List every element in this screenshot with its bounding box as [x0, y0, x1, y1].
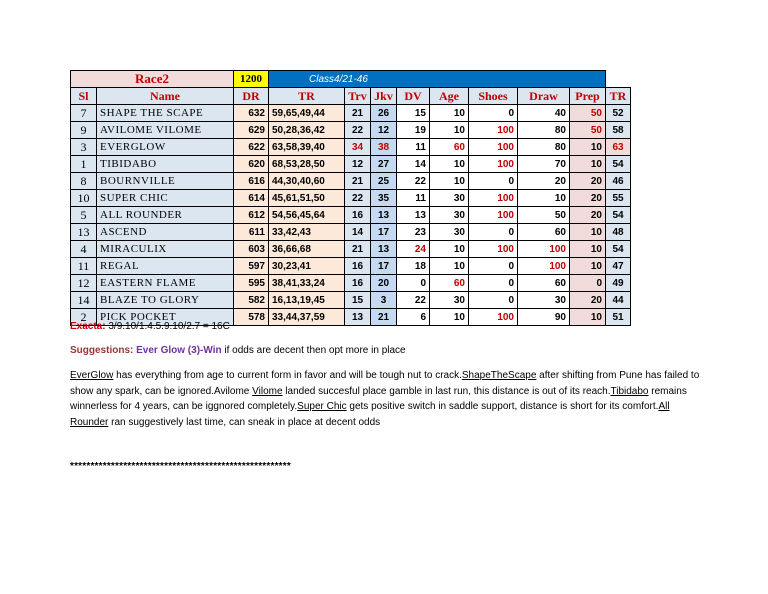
analysis-text: ran suggestively last time, can sneak in place at decent odds: [108, 416, 381, 428]
cell-sl: 7: [71, 105, 97, 122]
cell-prep: 50: [570, 122, 606, 139]
cell-sl: 12: [71, 275, 97, 292]
cell-sl: 5: [71, 207, 97, 224]
suggestions-label: Suggestions:: [70, 345, 134, 356]
cell-tr: 16,13,19,45: [269, 292, 345, 309]
cell-dv: 22: [397, 173, 430, 190]
table-row: [71, 190, 631, 207]
cell-prep: 10: [570, 139, 606, 156]
col-name: Name: [97, 88, 234, 105]
cell-jkv: 13: [371, 207, 397, 224]
cell-dr: 612: [234, 207, 269, 224]
table-row: [71, 275, 631, 292]
distance-cell: 1200: [234, 71, 269, 88]
cell-draw: 100: [518, 258, 570, 275]
class-cell: Class4/21-46: [269, 71, 606, 88]
cell-draw: 60: [518, 224, 570, 241]
horse-ref: All Rounder: [70, 401, 670, 428]
cell-tr: 44,30,40,60: [269, 173, 345, 190]
cell-dv: 14: [397, 156, 430, 173]
cell-shoes: 100: [469, 309, 518, 326]
cell-shoes: 100: [469, 139, 518, 156]
separator-line: ******************************************************: [70, 461, 291, 472]
cell-sl: 2: [71, 309, 97, 326]
cell-draw: 10: [518, 190, 570, 207]
cell-shoes: 0: [469, 105, 518, 122]
table-row: [71, 122, 631, 139]
cell-sl: 10: [71, 190, 97, 207]
cell-dv: 6: [397, 309, 430, 326]
cell-sl: 11: [71, 258, 97, 275]
cell-trf: 54: [606, 207, 631, 224]
cell-trv: 16: [345, 207, 371, 224]
col-prep: Prep: [570, 88, 606, 105]
cell-shoes: 100: [469, 122, 518, 139]
cell-tr: 36,66,68: [269, 241, 345, 258]
cell-name: ASCEND: [97, 224, 234, 241]
cell-jkv: 17: [371, 224, 397, 241]
cell-age: 10: [430, 173, 469, 190]
cell-shoes: 100: [469, 156, 518, 173]
cell-tr: 45,61,51,50: [269, 190, 345, 207]
analysis-paragraph: [70, 368, 710, 430]
cell-age: 60: [430, 275, 469, 292]
cell-age: 10: [430, 122, 469, 139]
analysis-text: after shifting from Pune has failed to show any spark, can be ignored.Avilome: [70, 370, 700, 397]
cell-draw: 80: [518, 122, 570, 139]
cell-tr: 33,42,43: [269, 224, 345, 241]
horse-ref: EverGlow: [70, 370, 114, 381]
cell-dr: 614: [234, 190, 269, 207]
cell-dr: 622: [234, 139, 269, 156]
cell-dr: 611: [234, 224, 269, 241]
cell-shoes: 0: [469, 258, 518, 275]
cell-age: 10: [430, 241, 469, 258]
cell-dv: 23: [397, 224, 430, 241]
cell-sl: 3: [71, 139, 97, 156]
cell-dr: 597: [234, 258, 269, 275]
cell-dv: 0: [397, 275, 430, 292]
cell-trv: 16: [345, 258, 371, 275]
cell-trv: 34: [345, 139, 371, 156]
cell-jkv: 3: [371, 292, 397, 309]
cell-jkv: 27: [371, 156, 397, 173]
col-tr-final: TR: [606, 88, 631, 105]
suggestion-pick: Ever Glow (3)-Win: [136, 345, 222, 356]
cell-age: 30: [430, 292, 469, 309]
cell-jkv: 38: [371, 139, 397, 156]
cell-prep: 10: [570, 241, 606, 258]
col-age: Age: [430, 88, 469, 105]
cell-trf: 48: [606, 224, 631, 241]
cell-dv: 18: [397, 258, 430, 275]
cell-shoes: 100: [469, 241, 518, 258]
cell-shoes: 0: [469, 173, 518, 190]
table-row: [71, 258, 631, 275]
cell-dr: 582: [234, 292, 269, 309]
cell-name: AVILOME VILOME: [97, 122, 234, 139]
cell-name: BLAZE TO GLORY: [97, 292, 234, 309]
cell-trv: 21: [345, 241, 371, 258]
cell-shoes: 0: [469, 224, 518, 241]
header-row: [71, 88, 631, 105]
cell-tr: 63,58,39,40: [269, 139, 345, 156]
analysis-text: landed succesful place gamble in last run, this distance is out of its reach.: [282, 385, 611, 397]
cell-name: EASTERN FLAME: [97, 275, 234, 292]
cell-shoes: 0: [469, 292, 518, 309]
cell-sl: 8: [71, 173, 97, 190]
cell-trv: 14: [345, 224, 371, 241]
col-sl: Sl: [71, 88, 97, 105]
cell-age: 10: [430, 258, 469, 275]
cell-name: ALL ROUNDER: [97, 207, 234, 224]
cell-name: EVERGLOW: [97, 139, 234, 156]
cell-jkv: 21: [371, 309, 397, 326]
cell-trv: 22: [345, 190, 371, 207]
cell-jkv: 17: [371, 258, 397, 275]
cell-sl: 13: [71, 224, 97, 241]
cell-sl: 4: [71, 241, 97, 258]
cell-dr: 603: [234, 241, 269, 258]
cell-trf: 54: [606, 241, 631, 258]
cell-trf: 52: [606, 105, 631, 122]
cell-trv: 21: [345, 105, 371, 122]
cell-prep: 20: [570, 173, 606, 190]
cell-age: 10: [430, 309, 469, 326]
cell-prep: 10: [570, 224, 606, 241]
horse-ref: Vilome: [252, 385, 283, 397]
cell-trf: 47: [606, 258, 631, 275]
cell-jkv: 25: [371, 173, 397, 190]
cell-draw: 20: [518, 173, 570, 190]
cell-trv: 15: [345, 292, 371, 309]
cell-draw: 40: [518, 105, 570, 122]
cell-sl: 1: [71, 156, 97, 173]
cell-trv: 12: [345, 156, 371, 173]
horse-ref: Tibidabo: [610, 385, 649, 397]
cell-age: 10: [430, 156, 469, 173]
cell-name: TIBIDABO: [97, 156, 234, 173]
analysis-text: remains winnerless for 4 years, can be iggnored completely.: [70, 385, 687, 412]
cell-jkv: 20: [371, 275, 397, 292]
cell-trv: 13: [345, 309, 371, 326]
cell-jkv: 26: [371, 105, 397, 122]
cell-name: PICK POCKET: [97, 309, 234, 326]
table-row: [71, 173, 631, 190]
cell-name: REGAL: [97, 258, 234, 275]
cell-draw: 70: [518, 156, 570, 173]
cell-draw: 30: [518, 292, 570, 309]
cell-dv: 24: [397, 241, 430, 258]
cell-trv: 22: [345, 122, 371, 139]
cell-shoes: 100: [469, 190, 518, 207]
cell-trv: 21: [345, 173, 371, 190]
cell-prep: 20: [570, 292, 606, 309]
cell-trf: 46: [606, 173, 631, 190]
cell-tr: 38,41,33,24: [269, 275, 345, 292]
cell-trv: 16: [345, 275, 371, 292]
cell-dv: 13: [397, 207, 430, 224]
race-title: Race2: [71, 71, 234, 88]
cell-jkv: 35: [371, 190, 397, 207]
cell-tr: 59,65,49,44: [269, 105, 345, 122]
cell-trf: 55: [606, 190, 631, 207]
col-shoes: Shoes: [469, 88, 518, 105]
horse-ref: ShapeTheScape: [461, 370, 537, 381]
cell-tr: 30,23,41: [269, 258, 345, 275]
cell-trf: 58: [606, 122, 631, 139]
cell-draw: 60: [518, 275, 570, 292]
col-dv: DV: [397, 88, 430, 105]
col-tr: TR: [269, 88, 345, 105]
cell-trf: 44: [606, 292, 631, 309]
table-row: [71, 241, 631, 258]
cell-age: 30: [430, 207, 469, 224]
cell-name: MIRACULIX: [97, 241, 234, 258]
cell-draw: 90: [518, 309, 570, 326]
cell-dv: 11: [397, 190, 430, 207]
race-table: [70, 70, 631, 326]
cell-draw: 80: [518, 139, 570, 156]
blank-cell: [606, 71, 631, 88]
cell-dv: 19: [397, 122, 430, 139]
title-row: [71, 71, 631, 88]
cell-dv: 11: [397, 139, 430, 156]
cell-tr: 33,44,37,59: [269, 309, 345, 326]
exacta-label: Exacta:: [70, 321, 106, 332]
cell-trf: 51: [606, 309, 631, 326]
suggestions-line: [70, 345, 406, 356]
cell-age: 30: [430, 190, 469, 207]
cell-prep: 20: [570, 207, 606, 224]
cell-sl: 14: [71, 292, 97, 309]
cell-age: 30: [430, 224, 469, 241]
cell-prep: 10: [570, 156, 606, 173]
cell-jkv: 13: [371, 241, 397, 258]
cell-dv: 15: [397, 105, 430, 122]
cell-tr: 54,56,45,64: [269, 207, 345, 224]
cell-name: SHAPE THE SCAPE: [97, 105, 234, 122]
horse-ref: Super Chic: [297, 401, 347, 412]
cell-prep: 0: [570, 275, 606, 292]
cell-shoes: 100: [469, 207, 518, 224]
table-row: [71, 207, 631, 224]
cell-draw: 100: [518, 241, 570, 258]
cell-dr: 620: [234, 156, 269, 173]
exacta-value: 3/9.10/1.4.5.9.10/2.7 = 16C: [108, 321, 230, 332]
cell-tr: 50,28,36,42: [269, 122, 345, 139]
table-row: [71, 139, 631, 156]
col-dr: DR: [234, 88, 269, 105]
cell-shoes: 0: [469, 275, 518, 292]
col-trv: Trv: [345, 88, 371, 105]
cell-tr: 68,53,28,50: [269, 156, 345, 173]
cell-name: BOURNVILLE: [97, 173, 234, 190]
cell-dr: 578: [234, 309, 269, 326]
cell-trf: 49: [606, 275, 631, 292]
suggestion-rest: if odds are decent then opt more in place: [221, 345, 406, 356]
cell-dv: 22: [397, 292, 430, 309]
cell-draw: 50: [518, 207, 570, 224]
table-row: [71, 292, 631, 309]
analysis-text: gets positive switch in saddle support, distance is short for its comfort.: [346, 401, 659, 412]
cell-prep: 10: [570, 258, 606, 275]
cell-dr: 616: [234, 173, 269, 190]
col-jkv: Jkv: [371, 88, 397, 105]
cell-age: 10: [430, 105, 469, 122]
table-row: [71, 105, 631, 122]
table-row: [71, 156, 631, 173]
cell-prep: 20: [570, 190, 606, 207]
table-row: [71, 224, 631, 241]
cell-name: SUPER CHIC: [97, 190, 234, 207]
cell-dr: 595: [234, 275, 269, 292]
cell-trf: 54: [606, 156, 631, 173]
cell-dr: 629: [234, 122, 269, 139]
cell-trf: 63: [606, 139, 631, 156]
col-draw: Draw: [518, 88, 570, 105]
analysis-text: has everything from age to current form in favor and will be tough nut to crack.: [113, 370, 462, 381]
cell-dr: 632: [234, 105, 269, 122]
cell-jkv: 12: [371, 122, 397, 139]
exacta-line: [70, 321, 230, 332]
cell-sl: 9: [71, 122, 97, 139]
cell-prep: 10: [570, 309, 606, 326]
cell-prep: 50: [570, 105, 606, 122]
cell-age: 60: [430, 139, 469, 156]
